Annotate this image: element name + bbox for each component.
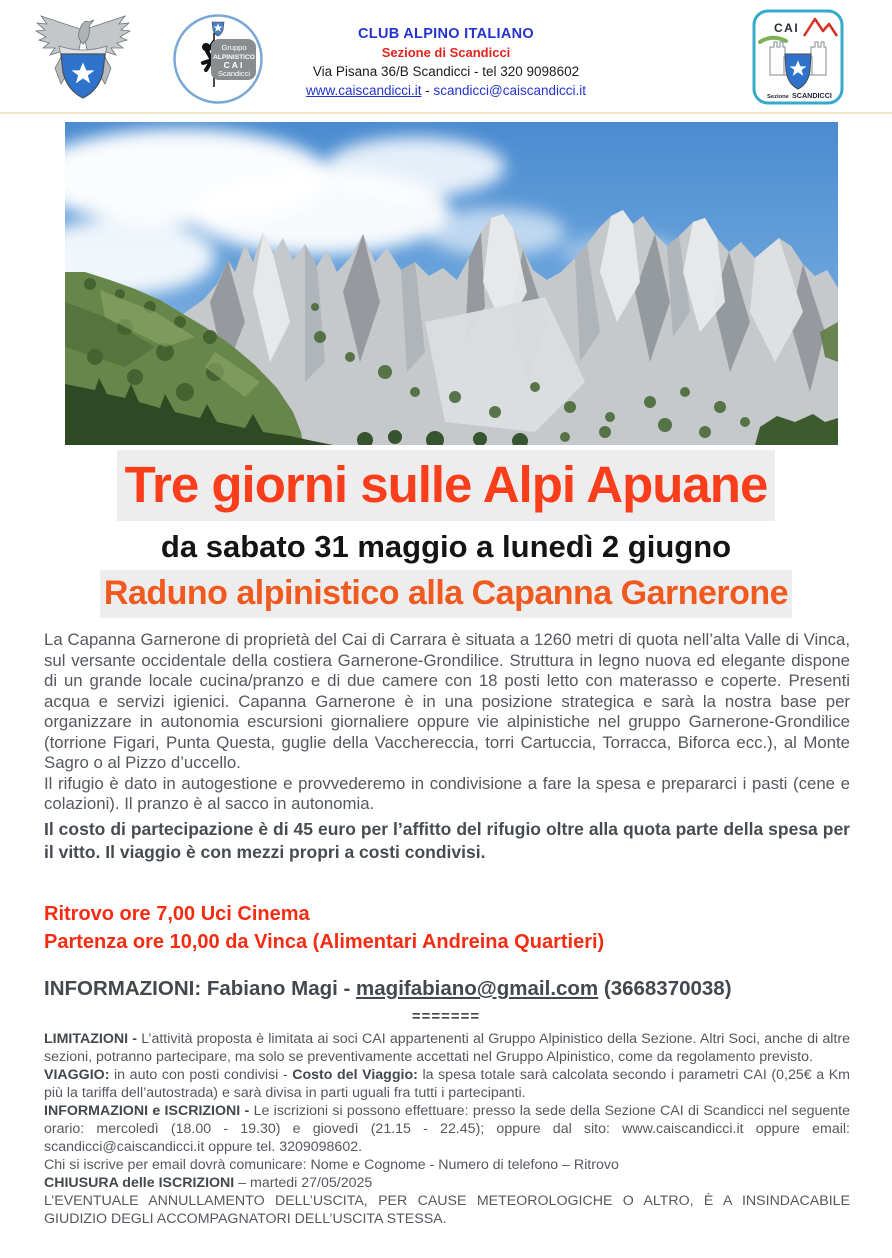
iscrizioni-label: INFORMAZIONI e ISCRIZIONI -	[44, 1103, 254, 1119]
chiusura-paragraph	[44, 1174, 850, 1192]
sezione-logo-cai-text: CAI	[774, 21, 800, 35]
link-separator: -	[421, 83, 434, 98]
contact-label: INFORMAZIONI: Fabiano Magi -	[44, 977, 357, 1000]
meeting-line-1: Ritrovo ore 7,00 Uci Cinema	[44, 903, 310, 925]
fine-print	[44, 1030, 850, 1228]
viaggio-label: VIAGGIO:	[44, 1067, 110, 1083]
viaggio-cost-label: Costo del Viaggio:	[292, 1067, 418, 1083]
limitazioni-text: L’attività proposta è limitata ai soci CAI appartenenti al Gruppo Alpinistico della Sezione. Altri Soci, anche di altre sezioni, potranno partecipare, ma solo se preventivamente accettati nel Gruppo Alpinistico, come da regolamento previsto.	[44, 1031, 850, 1065]
sezione-scandicci-logo	[752, 9, 844, 105]
gruppo-logo-line3: CAI	[223, 60, 245, 70]
meeting-info	[44, 900, 850, 956]
chiusura-text: – martedi 27/05/2025	[234, 1175, 373, 1191]
viaggio-paragraph	[44, 1066, 850, 1102]
contact-email-link[interactable]: magifabiano@gmail.com	[356, 977, 599, 1000]
subtitle-text: Raduno alpinistico alla Capanna Garnerone	[100, 570, 792, 618]
date-line: da sabato 31 maggio a lunedì 2 giugno	[160, 529, 732, 564]
sezione-logo-caption-left: Sezione	[767, 94, 789, 100]
limitazioni-paragraph	[44, 1030, 850, 1066]
email-note: Chi si iscrive per email dovrà comunicare: Nome e Cognome - Numero di telefono – Ritrovo	[44, 1157, 619, 1173]
mountain-photo	[65, 122, 838, 445]
header-text-block	[236, 25, 656, 100]
address-line: Via Pisana 36/B Scandicci - tel 320 9098602	[312, 64, 580, 79]
cost-paragraph: Il costo di partecipazione è di 45 euro per l’affitto del rifugio oltre alla quota parte della spesa per il vitto. Il viaggio è con mezzi propri a costi condivisi.	[44, 818, 850, 862]
body-text	[44, 630, 850, 864]
main-title	[44, 455, 848, 514]
email-link[interactable]: scandicci@caiscandicci.it	[433, 83, 587, 98]
section-name: Sezione di Scandicci	[381, 45, 511, 60]
gruppo-logo-line4: Scandicci	[217, 69, 251, 78]
gruppo-logo-line2: ALPINISTICO	[213, 54, 255, 61]
viaggio-text-a: in auto con posti condivisi -	[109, 1067, 293, 1083]
body-paragraph-2: Il rifugio è dato in autogestione e provvederemo in condivisione a fare la spesa e prepararci i pasti (cene e colazioni). Il pranzo è al sacco in autonomia.	[44, 773, 850, 813]
main-title-text: Tre giorni sulle Alpi Apuane	[117, 450, 776, 521]
annullamento-note: L’EVENTUALE ANNULLAMENTO DELL’USCITA, PER CAUSE METEOROLOGICHE O ALTRO, È A INSINDACABILE GIUDIZIO DEGLI ACCOMPAGNATORI DELL’USCITA STESSA.	[44, 1193, 850, 1227]
chiusura-label: CHIUSURA delle ISCRIZIONI	[44, 1175, 235, 1191]
iscrizioni-text: Le iscrizioni si possono effettuare: presso la sede della Sezione CAI di Scandicci nel seguente orario: mercoledì (18.00 - 19.30) e giovedì (21.15 - 22.45); oppure dal sito: www.caiscandicci.it oppure email: scandicci@caiscandicci.it oppure tel. 3209098602.	[44, 1103, 851, 1155]
equals-divider: =======	[411, 1008, 481, 1025]
cai-eagle-logo	[33, 10, 133, 104]
website-link[interactable]: www.caiscandicci.it	[305, 83, 422, 98]
contact-phone: (3668370038)	[598, 977, 732, 1000]
contact-info	[44, 977, 850, 1001]
iscrizioni-paragraph	[44, 1102, 850, 1156]
sezione-logo-caption-right: SCANDICCI	[792, 91, 832, 100]
limitazioni-label: LIMITAZIONI -	[44, 1031, 142, 1047]
header-links	[236, 81, 656, 100]
header-divider-line	[0, 112, 892, 114]
gruppo-logo-line1: Gruppo	[221, 43, 247, 52]
body-paragraph-1: La Capanna Garnerone di proprietà del Cai di Carrara è situata a 1260 metri di quota nell’alta Valle di Vinca, sul versante occidentale della costiera Garnerone-Grondilice. Struttura in legno nuova ed elegante dispone di un grande locale cucina/pranzo e di due camere con 18 posti letto con materasso e coperte. Presenti acqua e servizi igienici. Capanna Garnerone è in una posizione strategica e sarà la nostra base per organizzare in autonomia escursioni giornaliere oppure vie alpinistiche nel gruppo Garnerone-Grondilice (torrione Figari, Punta Questa, guglie della Vacchereccia, torri Cartuccia, Torracca, Biforca ecc.), al Monte Sagro o al Pizzo d’uccello.	[44, 630, 850, 772]
viaggio-text-b: la spesa totale sarà calcolata secondo i parametri CAI (0,25€ a Km più la tariffa dell’autostrada) e sarà divisa in parti uguali fra tutti i partecipanti.	[44, 1067, 850, 1101]
club-name: CLUB ALPINO ITALIANO	[358, 26, 534, 42]
subtitle	[44, 574, 848, 613]
meeting-line-2: Partenza ore 10,00 da Vinca (Alimentari Andreina Quartieri)	[44, 931, 605, 953]
